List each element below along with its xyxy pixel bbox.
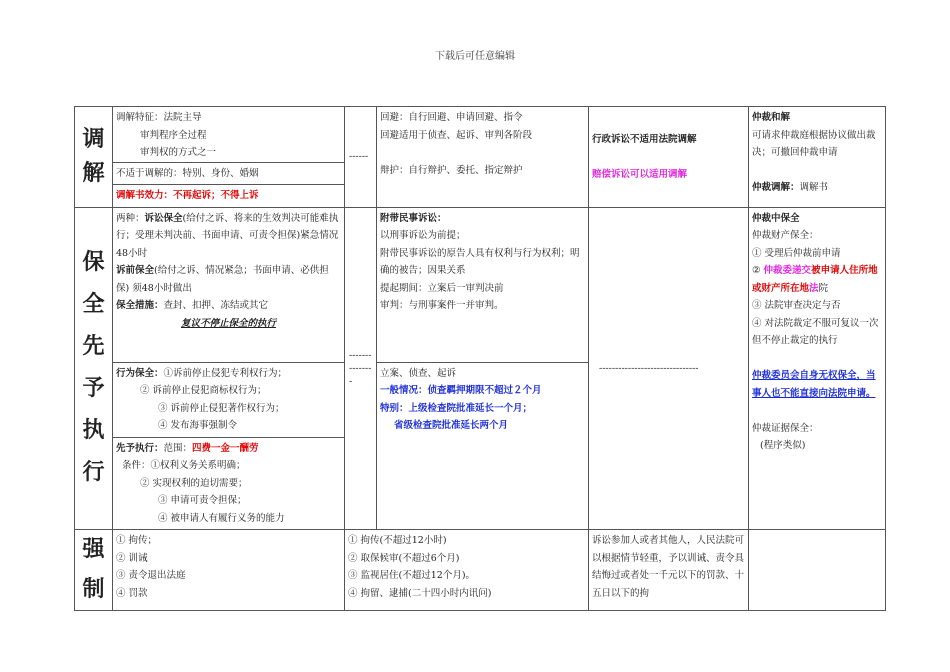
preservation-arbitration: 仲裁中保全 仲裁财产保全： ① 受理后仲裁前申请 ② 仲裁委递交被申请人住所地或财产所在地法院 ③ 法院审查决定与否 ④ 对法院裁定不服可复议一次但不停止裁定的执行 仲裁委员会自身无权保全，当事人也不能直接向法院申请。 仲裁证据保全： (程序类似) (749, 207, 886, 530)
preservation-admin-dash: ------------------------------- (589, 207, 749, 530)
preservation-custody: 立案、侦查、起诉 一般情况：侦查羁押期限不超过２个月 特别：上级检查院批准延长一个月； 省级检查院批准延长两个月 (377, 362, 589, 530)
preservation-advance: 先予执行：范围：四费一金一酬劳 条件：①权利义务关系明确； ② 实现权利的迫切需要； ③ 申请可责令担保； ④ 被申请人有履行义务的能力 (113, 437, 345, 530)
row-heading-preservation: 保 全 先 予 执 行 (75, 207, 113, 530)
mediation-unsuitable: 不适于调解的：特别、身份、婚姻 (113, 162, 345, 185)
coercion-criminal: ① 拘传(不超过12小时) ② 取保候审(不超过6个月) ③ 监视居住(不超过12个月)。 ④ 拘留、逮捕(二十四小时内讯问) (345, 530, 589, 611)
preservation-dash: --------------- (345, 207, 377, 530)
row-heading-mediation: 调 解 (75, 107, 113, 208)
mediation-criminal: 回避：自行回避、申请回避、指令 回避适用于侦查、起诉、审判各阶段 辩护：自行辩护、委托、指定辩护 (377, 107, 589, 208)
mediation-dash: ------ (345, 107, 377, 208)
mediation-features: 调解特征：法院主导 审判程序全过程 审判权的方式之一 (113, 107, 345, 163)
mediation-admin: 行政诉讼不适用法院调解 赔偿诉讼可以适用调解 (589, 107, 749, 208)
mediation-effect: 调解书效力：不再起诉；不得上诉 (113, 185, 345, 208)
coercion-civil: ① 拘传； ② 训诫 ③ 责令退出法庭 ④ 罚款 (113, 530, 345, 611)
mediation-arbitration: 仲裁和解 可请求仲裁庭根据协议做出裁决；可撤回仲裁申请 仲裁调解：调解书 (749, 107, 886, 208)
row-preservation (75, 207, 886, 362)
coercion-arbitration (749, 530, 886, 611)
row-mediation (75, 107, 886, 163)
preservation-behavior: 行为保全：①诉前停止侵犯专利权行为； ② 诉前停止侵犯商标权行为； ③ 诉前停止侵犯著作权行为； ④ 发布海事强制令 (113, 362, 345, 437)
preservation-civil: 附带民事诉讼： 以刑事诉讼为前提； 附带民事诉讼的原告人具有权利与行为权利；明确的被告；因果关系 提起期间：立案后一审判决前 审判：与刑事案件一并审判。 (377, 207, 589, 362)
comparison-table (74, 106, 886, 611)
row-coercion (75, 530, 886, 611)
coercion-admin: 诉讼参加人或者其他人，人民法院可以根据情节轻重，予以训诫、责令具结悔过或者处一千元以下的罚款、十五日以下的拘 (589, 530, 749, 611)
page-header: 下载后可任意编辑 (435, 51, 515, 62)
row-heading-coercion: 强 制 (75, 530, 113, 611)
preservation-litigation: 两种：诉讼保全(给付之诉、将来的生效判决可能难执行；受理未判决前、书面申请、可责令担保)紧急情况48小时 诉前保全(给付之诉、情况紧急；书面申请、必供担保) 须48小时做出 保全措施：查封、扣押、冻结或其它 复议不停止保全的执行 (113, 207, 345, 362)
